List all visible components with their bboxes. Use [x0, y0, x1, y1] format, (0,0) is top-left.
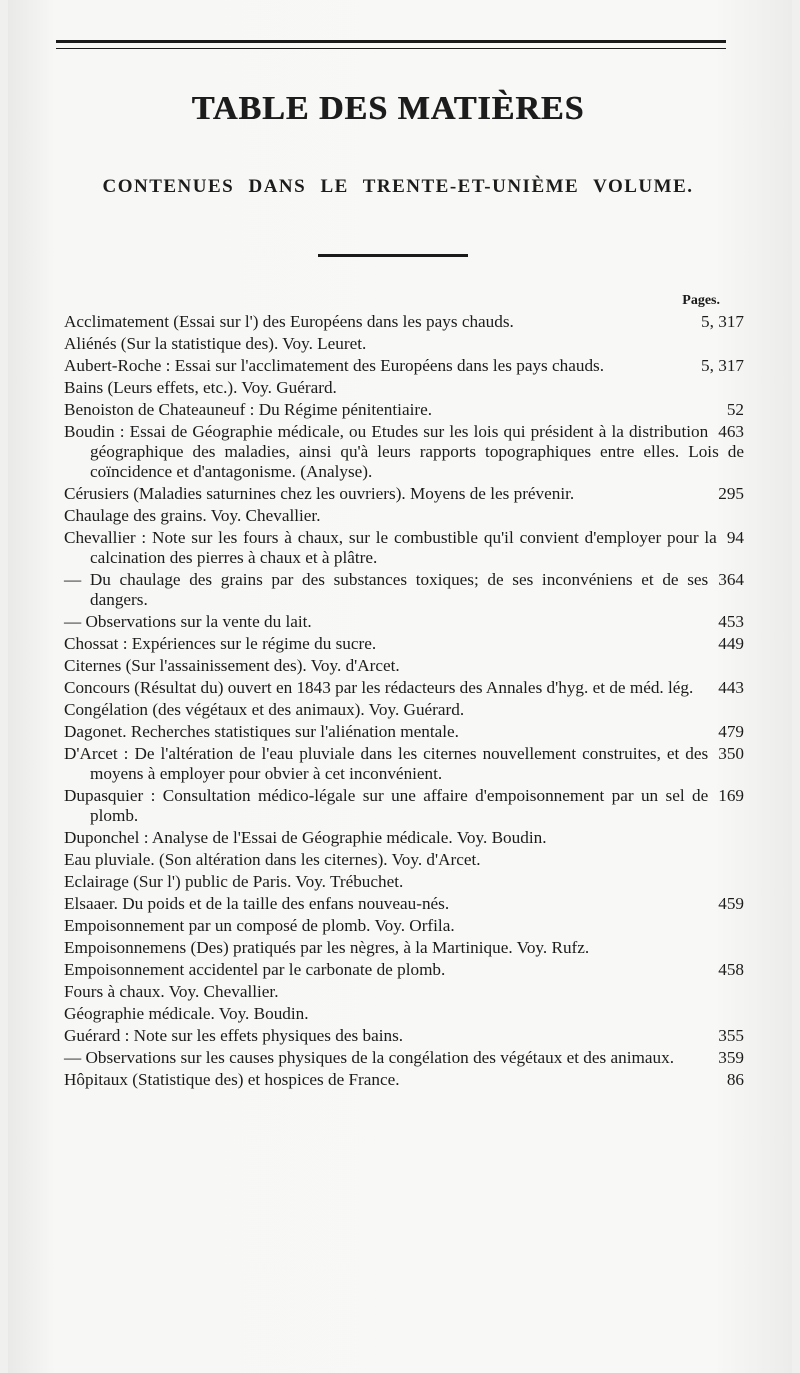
entry-page: 458 [718, 960, 744, 979]
toc-entry [64, 894, 744, 914]
entry-text: Empoisonnement accidentel par le carbonate de plomb. [64, 960, 446, 979]
entry-text: Bains (Leurs effets, etc.). Voy. Guérard. [64, 378, 337, 397]
entry-page: 94 [726, 528, 744, 547]
entry-page: 86 [726, 1070, 744, 1089]
toc-entry [64, 484, 744, 504]
entry-text: Acclimatement (Essai sur l') des Européens dans les pays chauds. [64, 312, 514, 331]
toc-entry [64, 634, 744, 654]
entry-page: 5, 317 [701, 356, 744, 375]
entry-text: Concours (Résultat du) ouvert en 1843 par les rédacteurs des Annales d'hyg. et de méd. lég. [64, 678, 694, 697]
toc-entry [64, 700, 744, 720]
toc-entry [64, 656, 744, 676]
toc-entry [64, 744, 744, 784]
page-subtitle: CONTENUES DANS LE TRENTE-ET-UNIÈME VOLUME. [102, 176, 694, 197]
toc-entry [64, 678, 744, 698]
entry-page: 359 [718, 1048, 744, 1067]
entry-text: — Observations sur les causes physiques de la congélation des végétaux et des animaux. [64, 1048, 674, 1067]
toc-entry [64, 916, 744, 936]
toc-entry [64, 982, 744, 1002]
toc-entry [64, 312, 744, 332]
entry-text: D'Arcet : De l'altération de l'eau pluviale dans les citernes nouvellement construites, et des moyens à employer pour obvier à cet inconvénient. [64, 744, 709, 783]
entry-text: Hôpitaux (Statistique des) et hospices de France. [64, 1070, 400, 1089]
entry-text: Guérard : Note sur les effets physiques des bains. [64, 1026, 404, 1045]
toc-entry [64, 422, 744, 482]
entry-text: Chaulage des grains. Voy. Chevallier. [64, 506, 321, 525]
toc-entry [64, 400, 744, 420]
entry-page: 295 [718, 484, 744, 503]
entry-text: Dagonet. Recherches statistiques sur l'aliénation mentale. [64, 722, 459, 741]
entry-page: 449 [718, 634, 744, 653]
entry-page: 350 [718, 744, 744, 763]
entry-text: Chossat : Expériences sur le régime du sucre. [64, 634, 377, 653]
entry-page: 459 [718, 894, 744, 913]
toc-entry [64, 570, 744, 610]
entry-page: 355 [718, 1026, 744, 1045]
entry-text: Elsaaer. Du poids et de la taille des enfans nouveau-nés. [64, 894, 450, 913]
toc-entry [64, 1026, 744, 1046]
toc-entry [64, 722, 744, 742]
toc-entry [64, 356, 744, 376]
toc-entry [64, 938, 744, 958]
toc-entry [64, 378, 744, 398]
toc-entry [64, 612, 744, 632]
entry-text: Benoiston de Chateauneuf : Du Régime pénitentiaire. [64, 400, 432, 419]
entry-text: Congélation (des végétaux et des animaux). Voy. Guérard. [64, 700, 465, 719]
entry-page: 479 [718, 722, 744, 741]
toc-entry [64, 528, 744, 568]
entry-text: Aliénés (Sur la statistique des). Voy. Leuret. [64, 334, 367, 353]
entry-text: Citernes (Sur l'assainissement des). Voy. d'Arcet. [64, 656, 400, 675]
entry-page: 169 [718, 786, 744, 805]
toc-entry [64, 334, 744, 354]
page-title: TABLE DES MATIÈRES [191, 90, 585, 127]
table-of-contents [64, 312, 744, 1092]
toc-entry [64, 872, 744, 892]
toc-entry [64, 786, 744, 826]
entry-text: Empoisonnement par un composé de plomb. Voy. Orfila. [64, 916, 455, 935]
toc-entry [64, 850, 744, 870]
entry-page: 5, 317 [701, 312, 744, 331]
entry-text: Chevallier : Note sur les fours à chaux, sur le combustible qu'il convient d'employer pour la calcination des pierres à chaux et à plâtre. [64, 528, 717, 567]
entry-text: Boudin : Essai de Géographie médicale, ou Etudes sur les lois qui président à la distribution géographique des maladies, ainsi qu'à leurs rapports topographiques entre elles. Lois de coïncidence et d'antagonisme. (Analyse). [64, 422, 744, 481]
entry-text: Eau pluviale. (Son altération dans les citernes). Voy. d'Arcet. [64, 850, 481, 869]
entry-page: 453 [718, 612, 744, 631]
toc-entry [64, 1048, 744, 1068]
toc-entry [64, 1070, 744, 1090]
separator-rule [318, 254, 468, 257]
top-double-rule [56, 40, 726, 49]
entry-text: Géographie médicale. Voy. Boudin. [64, 1004, 309, 1023]
entry-page: 364 [718, 570, 744, 589]
entry-text: — Du chaulage des grains par des substances toxiques; de ses inconvéniens et de ses dangers. [64, 570, 709, 609]
toc-entry [64, 506, 744, 526]
entry-page: 463 [718, 422, 744, 441]
entry-text: — Observations sur la vente du lait. [64, 612, 312, 631]
entry-text: Dupasquier : Consultation médico-légale sur une affaire d'empoisonnement par un sel de plomb. [64, 786, 709, 825]
toc-entry [64, 960, 744, 980]
entry-text: Duponchel : Analyse de l'Essai de Géographie médicale. Voy. Boudin. [64, 828, 547, 847]
pages-column-label: Pages. [682, 293, 720, 308]
entry-text: Eclairage (Sur l') public de Paris. Voy. Trébuchet. [64, 872, 404, 891]
toc-entry [64, 1004, 744, 1024]
entry-text: Aubert-Roche : Essai sur l'acclimatement des Européens dans les pays chauds. [64, 356, 605, 375]
entry-text: Fours à chaux. Voy. Chevallier. [64, 982, 279, 1001]
entry-text: Empoisonnemens (Des) pratiqués par les nègres, à la Martinique. Voy. Rufz. [64, 938, 590, 957]
entry-page: 52 [726, 400, 744, 419]
entry-text: Cérusiers (Maladies saturnines chez les ouvriers). Moyens de les prévenir. [64, 484, 575, 503]
entry-page: 443 [718, 678, 744, 697]
book-page [8, 0, 792, 1373]
toc-entry [64, 828, 744, 848]
